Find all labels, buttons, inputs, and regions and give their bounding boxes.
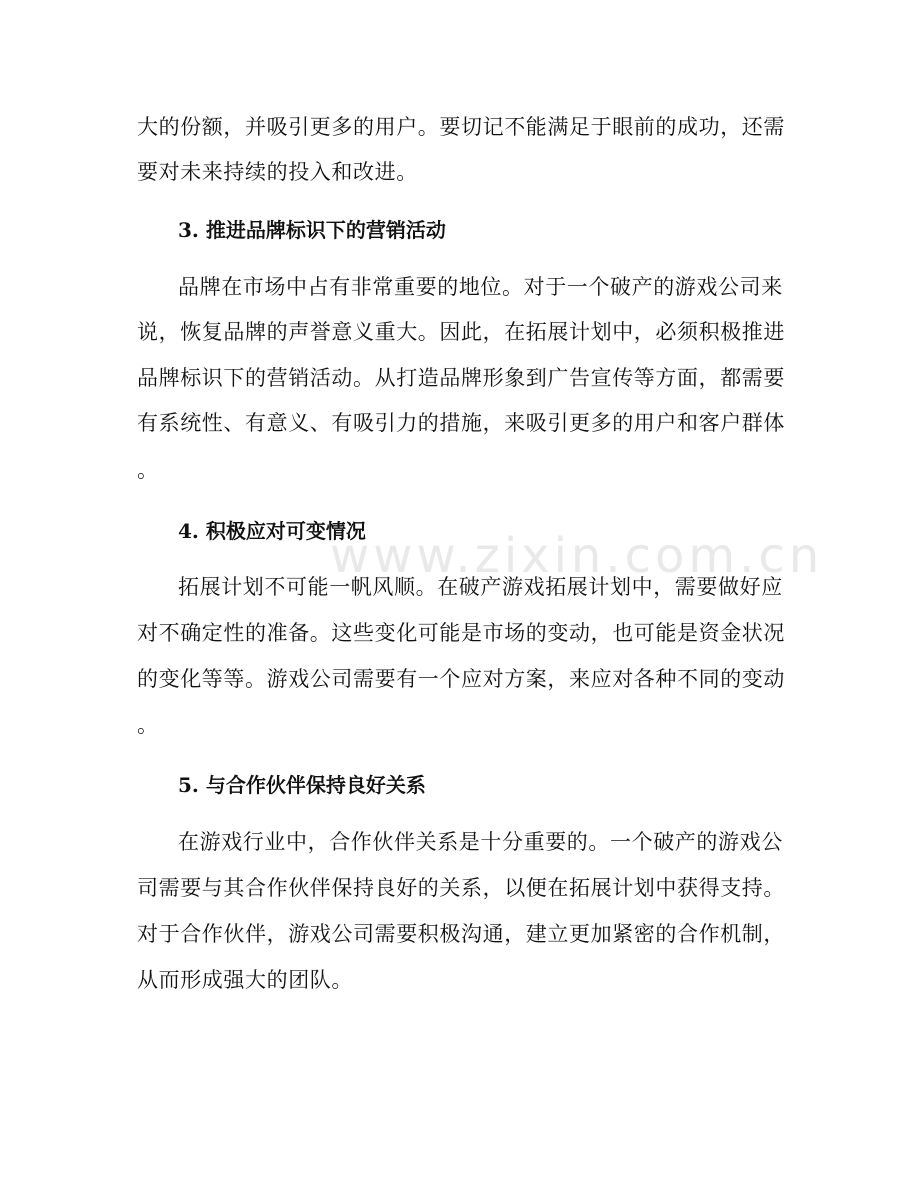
paragraph-line: 拓展计划不可能一帆风顺。在破产游戏拓展计划中，需要做好应	[178, 575, 783, 599]
section-heading-4: 4. 积极应对可变情况	[178, 519, 366, 543]
paragraph-line: 对于合作伙伴，游戏公司需要积极沟通，建立更加紧密的合作机制，	[137, 922, 785, 946]
paragraph-line: 品牌标识下的营销活动。从打造品牌形象到广告宣传等方面，都需要	[137, 366, 785, 390]
paragraph-line: 要对未来持续的投入和改进。	[137, 160, 418, 184]
paragraph-line: 。	[137, 458, 159, 482]
paragraph-line: 的变化等等。游戏公司需要有一个应对方案，来应对各种不同的变动	[137, 667, 785, 691]
paragraph-line: 在游戏行业中，合作伙伴关系是十分重要的。一个破产的游戏公	[178, 830, 783, 854]
section-heading-5: 5. 与合作伙伴保持良好关系	[178, 773, 426, 797]
paragraph-line: 有系统性、有意义、有吸引力的措施，来吸引更多的用户和客户群体	[137, 411, 785, 435]
paragraph-line: 从而形成强大的团队。	[137, 968, 353, 992]
watermark: www.zixin.com.cn	[330, 528, 824, 584]
paragraph-line: 对不确定性的准备。这些变化可能是市场的变动，也可能是资金状况	[137, 621, 785, 645]
paragraph-line: 品牌在市场中占有非常重要的地位。对于一个破产的游戏公司来	[178, 275, 783, 299]
paragraph-line: 。	[137, 713, 159, 737]
section-heading-3: 3. 推进品牌标识下的营销活动	[178, 218, 446, 242]
paragraph-line: 司需要与其合作伙伴保持良好的关系，以便在拓展计划中获得支持。	[137, 876, 785, 900]
paragraph-line: 说，恢复品牌的声誉意义重大。因此，在拓展计划中，必须积极推进	[137, 320, 785, 344]
paragraph-line: 大的份额，并吸引更多的用户。要切记不能满足于眼前的成功，还需	[137, 115, 785, 139]
